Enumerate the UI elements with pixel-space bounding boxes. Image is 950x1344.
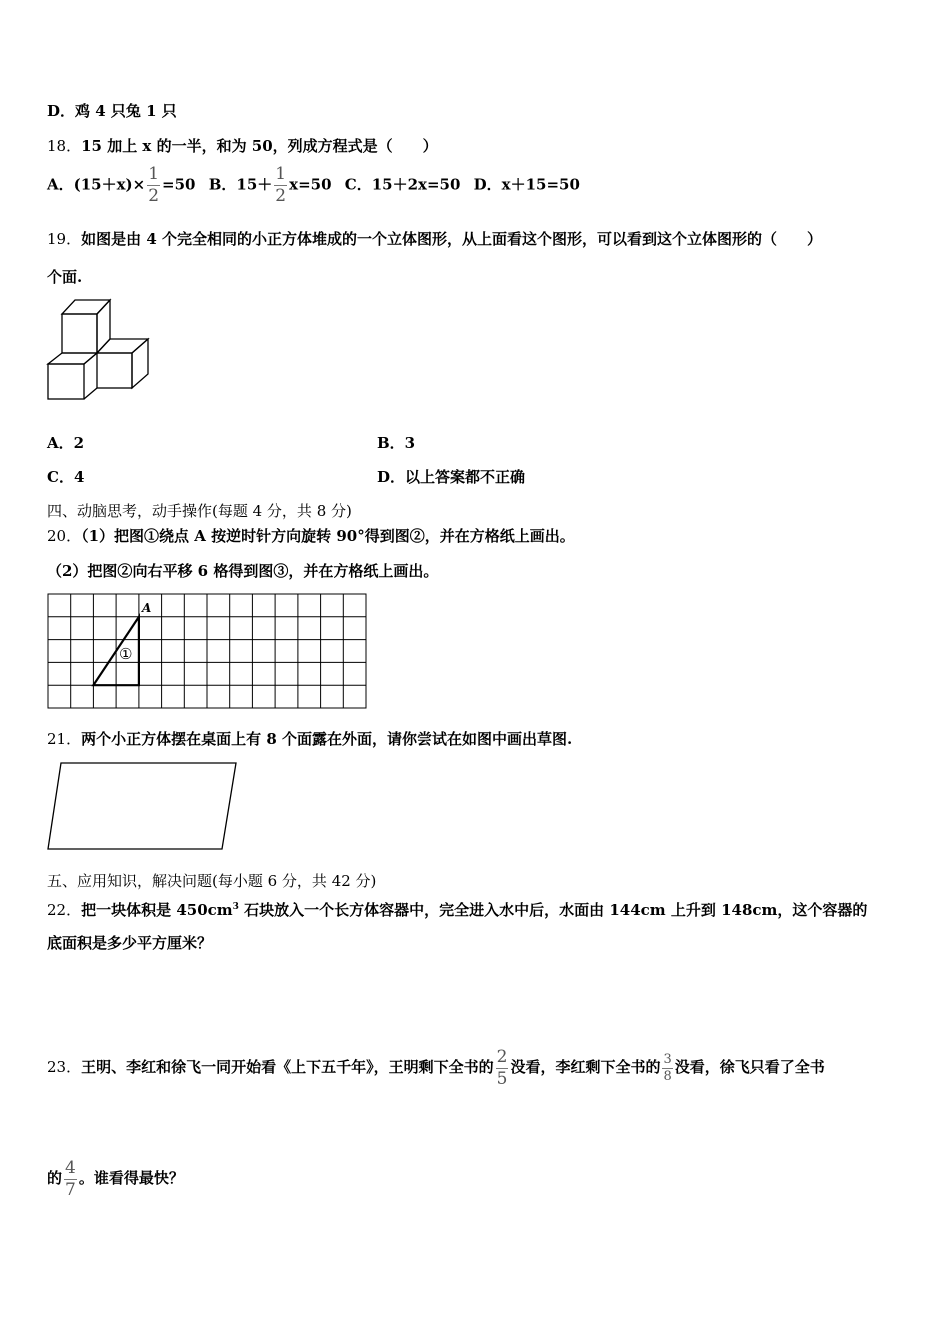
q22-superscript: 3: [232, 902, 239, 912]
q21-stem: [47, 729, 572, 749]
q20-number: 20．: [47, 527, 82, 545]
point-a-label: A: [142, 601, 152, 615]
q21-number: 21．: [47, 730, 82, 748]
q19-option-d: D．以上答案都不正确: [377, 468, 526, 486]
q19-stem: [47, 229, 822, 249]
q22-text-post: 石块放入一个长方体容器中，完全进入水中后，水面由 144cm 上升到 148cm，这个容器的: [238, 901, 868, 919]
q18-option-b-prefix: B．15＋: [208, 175, 273, 194]
q22-text-pre: 把一块体积是 450cm: [81, 901, 233, 919]
q21-text: 两个小正方体摆在桌面上有 8 个面露在外面，请你尝试在如图中画出草图.: [81, 730, 573, 748]
q18-option-a-prefix: A．(15＋x)×: [47, 175, 146, 194]
q19-option-b: B．3: [377, 434, 416, 452]
q22-stem: [47, 897, 867, 920]
q17-option-d: D．鸡 4 只兔 1 只: [47, 102, 177, 120]
q22-number: 22．: [47, 901, 82, 919]
q19-number: 19．: [47, 230, 82, 248]
q18-stem: [47, 136, 438, 156]
q23-part3: 没看，徐飞只看了全书: [674, 1058, 825, 1076]
q19-option-c: C．4: [47, 468, 85, 486]
q23-part2: 没看，李红剩下全书的: [510, 1058, 661, 1076]
cubes-figure: [44, 294, 154, 404]
parallelogram-table: [46, 760, 242, 854]
q18-option-b-suffix: x=50: [289, 175, 332, 194]
q22-text-line2: 底面积是多少平方厘米？: [47, 934, 213, 952]
q18-fraction-b: $\frac{1}{2}$: [275, 164, 287, 206]
q18-fraction-a: $\frac{1}{2}$: [148, 164, 160, 206]
figure-1-label: ①: [119, 645, 133, 663]
q23-line2: [47, 1155, 184, 1201]
q23-fraction-2: $\frac{3}{8}$: [663, 1051, 672, 1084]
q23-fraction-3: $\frac{4}{7}$: [65, 1157, 76, 1200]
q18-option-c: C．15＋2x=50: [344, 175, 461, 194]
q18-text: 15 加上 x 的一半，和为 50，列成方程式是（ ）: [81, 137, 438, 155]
q20-part1: [47, 526, 575, 546]
q18-options: [47, 164, 580, 207]
q23-number: 23．: [47, 1058, 82, 1076]
q23-line2-pre: 的: [47, 1169, 63, 1187]
q23-line2-post: 。谁看得最快？: [78, 1169, 184, 1187]
q20-part1-text: （1）把图①绕点 A 按逆时针方向旋转 90°得到图②，并在方格纸上画出。: [81, 527, 575, 545]
q19-option-a: A．2: [47, 434, 85, 452]
q18-option-d: D．x＋15=50: [473, 175, 580, 194]
q19-text-line2: 个面.: [47, 268, 83, 286]
q18-number: 18．: [47, 137, 82, 155]
q19-text-line1: 如图是由 4 个完全相同的小正方体堆成的一个立体图形，从上面看这个图形，可以看到这个立体图形的（ ）: [81, 230, 822, 248]
q23-stem: [47, 1044, 825, 1090]
q23-fraction-1: $\frac{2}{5}$: [496, 1046, 508, 1089]
section5-heading: 五、应用知识，解决问题(每小题 6 分，共 42 分): [47, 872, 377, 890]
grid-paper: [47, 593, 369, 711]
q23-part1: 王明、李红和徐飞一同开始看《上下五千年》，王明剩下全书的: [81, 1058, 494, 1076]
q18-option-a-suffix: =50: [162, 175, 196, 194]
section4-heading: 四、动脑思考，动手操作(每题 4 分，共 8 分): [47, 502, 352, 520]
q20-part2: （2）把图②向右平移 6 格得到图③，并在方格纸上画出。: [47, 562, 439, 580]
